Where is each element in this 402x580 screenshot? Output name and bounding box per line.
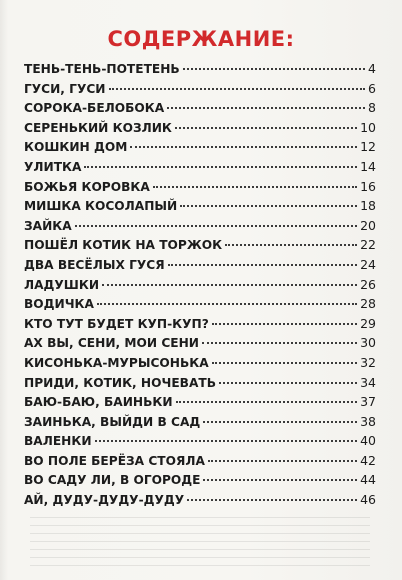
toc-entry-page-number: 6	[368, 80, 376, 96]
dot-leader	[175, 127, 357, 129]
toc-entry	[24, 414, 376, 434]
toc-entry-page-number: 40	[360, 433, 376, 449]
toc-entry-page-number: 12	[360, 139, 376, 155]
toc-entry-page-number: 8	[368, 100, 376, 116]
dot-leader	[130, 146, 357, 148]
dot-leader	[203, 421, 357, 423]
toc-entry	[24, 81, 376, 101]
toc-entry-page-number: 34	[360, 374, 376, 390]
toc-entry-title: ТЕНЬ-ТЕНЬ-ПОТЕТЕНЬ	[24, 62, 180, 76]
toc-entry-page-number: 42	[360, 452, 376, 468]
toc-entry	[24, 218, 376, 238]
toc-entry-page-number: 14	[360, 158, 376, 174]
toc-entry-page-number: 22	[360, 237, 376, 253]
toc-entry-title: ЗАЙКА	[24, 218, 72, 233]
toc-entry-title: СОРОКА-БЕЛОБОКА	[24, 101, 165, 116]
toc-entry-title: УЛИТКА	[24, 159, 82, 174]
toc-entry-title: АХ ВЫ, СЕНИ, МОИ СЕНИ	[24, 336, 200, 351]
toc-entry-page-number: 38	[360, 413, 376, 429]
toc-entry	[24, 316, 376, 336]
dot-leader	[97, 303, 357, 305]
toc-entry	[24, 61, 376, 81]
toc-entry	[24, 198, 376, 218]
page-title: СОДЕРЖАНИЕ:	[107, 27, 295, 51]
toc-entry-page-number: 26	[360, 276, 376, 292]
toc-entry	[24, 296, 376, 316]
toc-entry-page-number: 37	[360, 394, 376, 410]
toc-entry-title: КТО ТУТ БУДЕТ КУП-КУП?	[24, 316, 209, 331]
toc-entry	[24, 335, 376, 355]
toc-entry-title: ГУСИ, ГУСИ	[24, 81, 106, 96]
dot-leader	[212, 362, 357, 364]
toc-entry	[24, 472, 376, 492]
toc-entry	[24, 492, 376, 512]
show-through-text	[30, 510, 370, 570]
toc-entry-page-number: 44	[360, 472, 376, 488]
toc-entry-page-number: 4	[368, 61, 376, 76]
dot-leader	[102, 284, 357, 286]
dot-leader	[219, 382, 357, 384]
toc-entry-title: ВОДИЧКА	[24, 297, 94, 312]
dot-leader	[187, 499, 357, 501]
toc-entry-title: КОШКИН ДОМ	[24, 140, 128, 155]
toc-entry-title: АЙ, ДУДУ-ДУДУ-ДУДУ	[24, 493, 185, 508]
toc-entry-title: ДВА ВЕСЁЛЫХ ГУСЯ	[24, 257, 165, 272]
toc-entry-title: ЗАИНЬКА, ВЫЙДИ В САД	[24, 414, 201, 429]
toc-entry	[24, 237, 376, 257]
toc-entry-title: ПОШЁЛ КОТИК НА ТОРЖОК	[24, 238, 223, 253]
toc-entry-page-number: 18	[360, 198, 376, 214]
toc-entry-title: ВО САДУ ЛИ, В ОГОРОДЕ	[24, 473, 201, 488]
dot-leader	[168, 264, 358, 266]
toc-entry	[24, 453, 376, 473]
dot-leader	[225, 244, 357, 246]
table-of-contents	[24, 61, 376, 512]
toc-entry-title: ВАЛЕНКИ	[24, 434, 92, 449]
toc-entry-title: БОЖЬЯ КОРОВКА	[24, 179, 150, 194]
dot-leader	[212, 323, 357, 325]
toc-entry-title: МИШКА КОСОЛАПЫЙ	[24, 199, 178, 214]
dot-leader	[109, 88, 366, 90]
dot-leader	[95, 440, 358, 442]
toc-entry-page-number: 46	[360, 492, 376, 508]
toc-entry	[24, 100, 376, 120]
toc-entry-page-number: 30	[360, 335, 376, 351]
toc-entry	[24, 159, 376, 179]
toc-entry-page-number: 16	[360, 178, 376, 194]
toc-entry-title: ВО ПОЛЕ БЕРЁЗА СТОЯЛА	[24, 453, 205, 468]
toc-entry	[24, 257, 376, 277]
dot-leader	[180, 205, 357, 207]
dot-leader	[84, 166, 357, 168]
toc-entry	[24, 394, 376, 414]
dot-leader	[176, 401, 358, 403]
toc-entry	[24, 120, 376, 140]
toc-entry-page-number: 32	[360, 354, 376, 370]
toc-entry-title: БАЮ-БАЮ, БАИНЬКИ	[24, 395, 173, 410]
toc-entry-title: КИСОНЬКА-МУРЫСОНЬКА	[24, 355, 209, 370]
toc-entry	[24, 375, 376, 395]
dot-leader	[167, 107, 365, 109]
dot-leader	[208, 460, 357, 462]
toc-entry-title: ПРИДИ, КОТИК, НОЧЕВАТЬ	[24, 375, 216, 390]
dot-leader	[203, 479, 357, 481]
toc-entry	[24, 355, 376, 375]
toc-entry-title: ЛАДУШКИ	[24, 277, 100, 292]
toc-entry-page-number: 24	[360, 256, 376, 272]
dot-leader	[202, 342, 357, 344]
toc-entry-title: СЕРЕНЬКИЙ КОЗЛИК	[24, 120, 172, 135]
toc-entry-page-number: 10	[360, 119, 376, 135]
toc-entry-page-number: 20	[360, 217, 376, 233]
toc-entry-page-number: 29	[360, 315, 376, 331]
dot-leader	[183, 68, 365, 70]
toc-entry	[24, 139, 376, 159]
toc-entry	[24, 277, 376, 297]
toc-entry-page-number: 28	[360, 296, 376, 312]
dot-leader	[75, 225, 357, 227]
toc-entry	[24, 433, 376, 453]
dot-leader	[153, 186, 357, 188]
toc-entry	[24, 179, 376, 199]
